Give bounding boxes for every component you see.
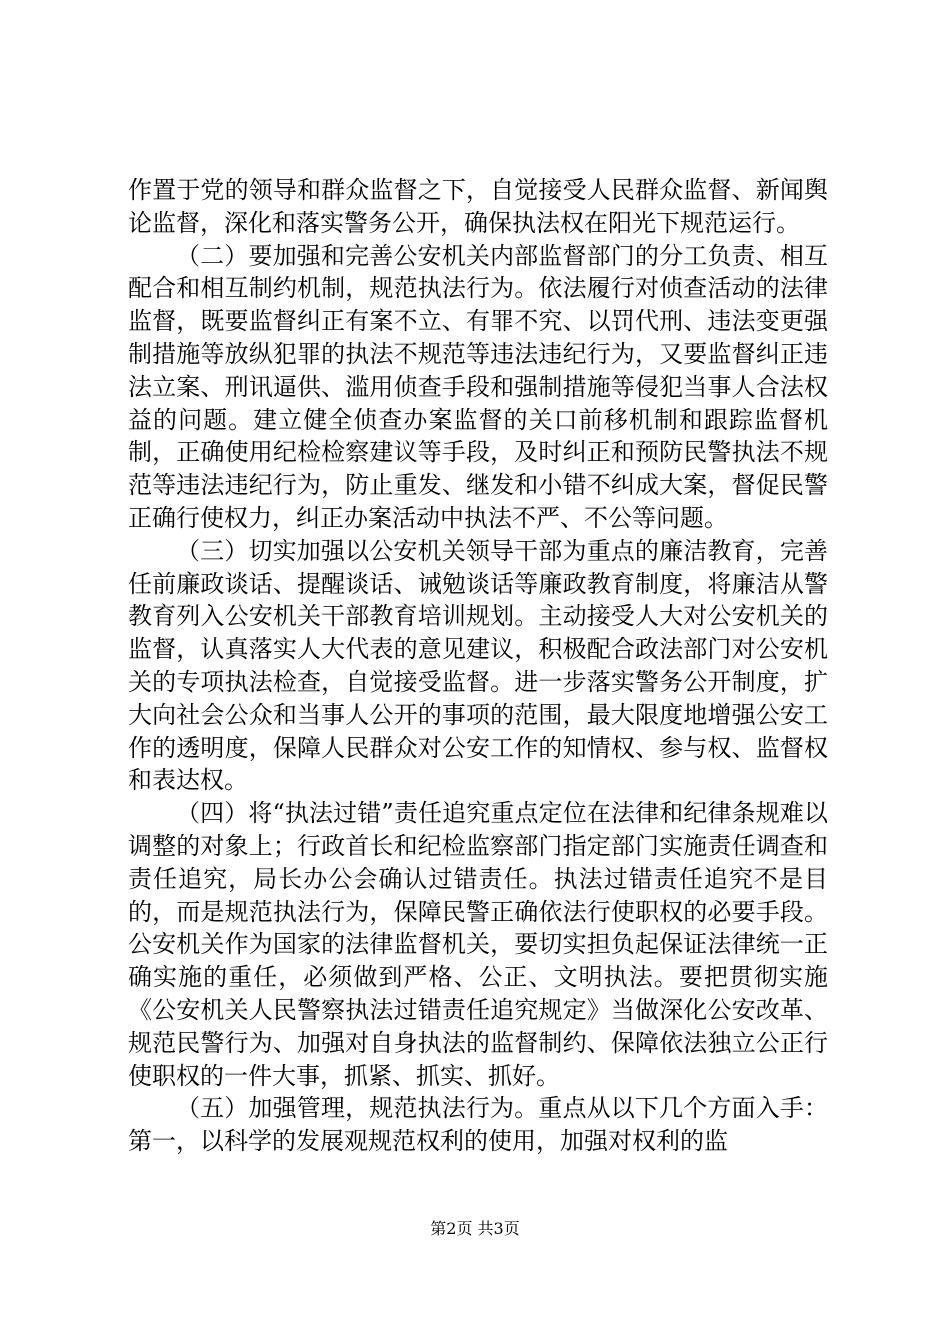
paragraph-section-5: （五）加强管理，规范执法行为。重点从以下几个方面入手：第一，以科学的发展观规范权利的使用，加强对权利的监 — [128, 1094, 828, 1156]
document-body — [128, 174, 828, 1158]
paragraph-section-4: （四）将“执法过错”责任追究重点定位在法律和纪律条规难以调整的对象上；行政首长和纪检监察部门指定部门实施责任调查和责任追究，局长办公会确认过错责任。执法过错责任追究不是目的，而是规范执法行为，保障民警正确依法行使职权的必要手段。公安机关作为国家的法律监督机关，要切实担负起保证法律统一正确实施的重任，必须做到严格、公正、文明执法。要把贯彻实施《公安机关人民警察执法过错责任追究规定》当做深化公安改革、规范民警行为、加强对自身执法的监督制约、保障依法独立公正行使职权的一件大事，抓紧、抓实、抓好。 — [128, 799, 828, 1090]
paragraph-section-3: （三）切实加强以公安机关领导干部为重点的廉洁教育，完善任前廉政谈话、提醒谈话、诫勉谈话等廉政教育制度，将廉洁从警教育列入公安机关干部教育培训规划。主动接受人大对公安机关的监督，认真落实人大代表的意见建议，积极配合政法部门对公安机关的专项执法检查，自觉接受监督。进一步落实警务公开制度，扩大向社会公众和当事人公开的事项的范围，最大限度地增强公安工作的透明度，保障人民群众对公安工作的知情权、参与权、监督权和表达权。 — [128, 536, 828, 795]
page-number-footer: 第2页 共3页 — [430, 1219, 520, 1238]
paragraph-continuation: 作置于党的领导和群众监督之下，自觉接受人民群众监督、新闻舆论监督，深化和落实警务公开，确保执法权在阳光下规范运行。 — [128, 176, 828, 237]
paragraph-section-2: （二）要加强和完善公安机关内部监督部门的分工负责、相互配合和相互制约机制，规范执法行为。依法履行对侦查活动的法律监督，既要监督纠正有案不立、有罪不究、以罚代刑、违法变更强制措施等放纵犯罪的执法不规范等违法违纪行为，又要监督纠正违法立案、刑讯逼供、滥用侦查手段和强制措施等侵犯当事人合法权益的问题。建立健全侦查办案监督的关口前移机制和跟踪监督机制，正确使用纪检检察建议等手段，及时纠正和预防民警执法不规范等违法违纪行为，防止重发、继发和小错不纠成大案，督促民警正确行使权力，纠正办案活动中执法不严、不公等问题。 — [128, 241, 828, 532]
